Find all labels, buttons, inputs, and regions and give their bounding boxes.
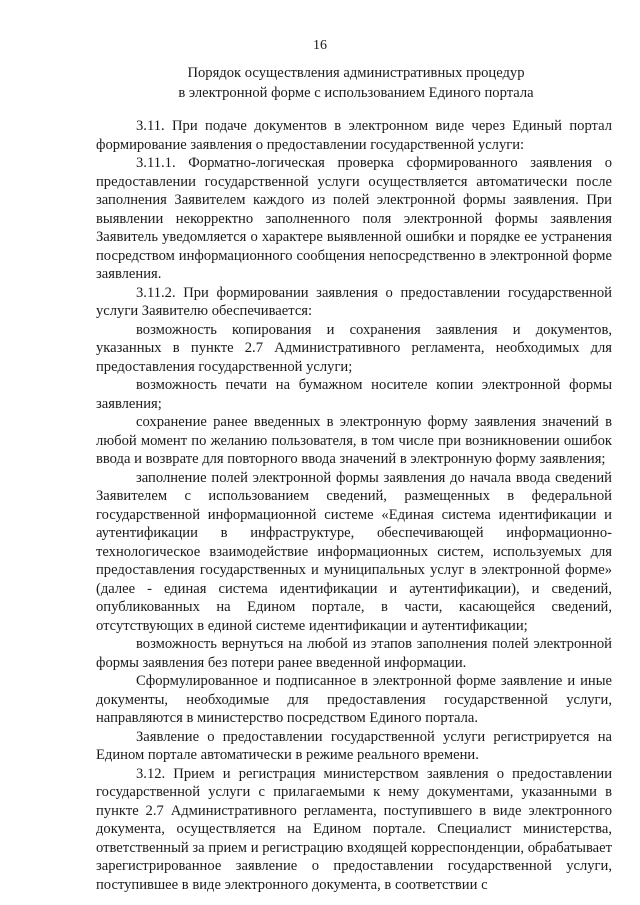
- page-number: 16: [313, 38, 327, 53]
- paragraph-3-11: 3.11. При подаче документов в электронном виде через Единый портал формирование заявления о предоставлении государственной услуги:: [96, 118, 612, 153]
- paragraph-registration: Заявление о предоставлении государственной услуги регистрируется на Едином портале автоматически в режиме реального времени.: [96, 728, 612, 763]
- list-item-print: возможность печати на бумажном носителе копии электронной формы заявления;: [96, 377, 612, 412]
- section-heading: [96, 63, 616, 103]
- section-heading-line-2: в электронной форме с использованием Единого портала: [178, 85, 534, 101]
- paragraph-3-11-2: 3.11.2. При формировании заявления о предоставлении государственной услуги Заявителю обеспечивается:: [96, 284, 612, 319]
- document-body: [96, 117, 612, 894]
- paragraph-3-12: 3.12. Прием и регистрация министерством заявления о предоставлении государственной услуги с прилагаемыми к нему документами, указанными в пункте 2.7 Административного регламента, поступившего в виде электронного документа, осуществляется на Едином портале. Специалист министерства, ответственный за прием и регистрацию входящей корреспонденции, обрабатывает зарегистрированное заявление о предоставлении государственной услуги, поступившее в виде электронного документа, в соответствии с: [96, 765, 612, 893]
- section-heading-line-1: Порядок осуществления административных процедур: [187, 65, 525, 81]
- list-item-copy-save: возможность копирования и сохранения заявления и документов, указанных в пункте 2.7 Административного регламента, необходимых для предоставления государственной услуги;: [96, 321, 612, 375]
- paragraph-submission: Сформулированное и подписанное в электронной форме заявление и иные документы, необходимые для предоставления государственной услуги, направляются в министерство посредством Единого портала.: [96, 673, 612, 726]
- paragraph-3-11-1: 3.11.1. Форматно-логическая проверка сформированного заявления о предоставлении государственной услуги осуществляется автоматически после заполнения Заявителем каждого из полей электронной формы заявления. При выявлении некорректно заполненного поля электронной формы заявления Заявитель уведомляется о характере выявленной ошибки и порядке ее устранения посредством информационного сообщения непосредственно в электронной форме заявления.: [96, 155, 612, 282]
- list-item-return: возможность вернуться на любой из этапов заполнения полей электронной формы заявления без потери ранее введенной информации.: [96, 636, 612, 671]
- list-item-autofill: заполнение полей электронной формы заявления до начала ввода сведений Заявителем с использованием сведений, размещенных в федеральной государственной информационной системе «Единая система идентификации и аутентификации в инфраструктуре, обеспечивающей информационно-технологическое взаимодействие информационных систем, используемых для предоставления государственных и муниципальных услуг в электронной форме» (далее - единая система идентификации и аутентификации), и сведений, опубликованных на Едином портале, в части, касающейся сведений, отсутствующих в единой системе идентификации и аутентификации;: [96, 469, 612, 634]
- list-item-save-values: сохранение ранее введенных в электронную форму заявления значений в любой момент по желанию пользователя, в том числе при возникновении ошибок ввода и возврате для повторного ввода значений в электронную форму заявления;: [96, 414, 612, 467]
